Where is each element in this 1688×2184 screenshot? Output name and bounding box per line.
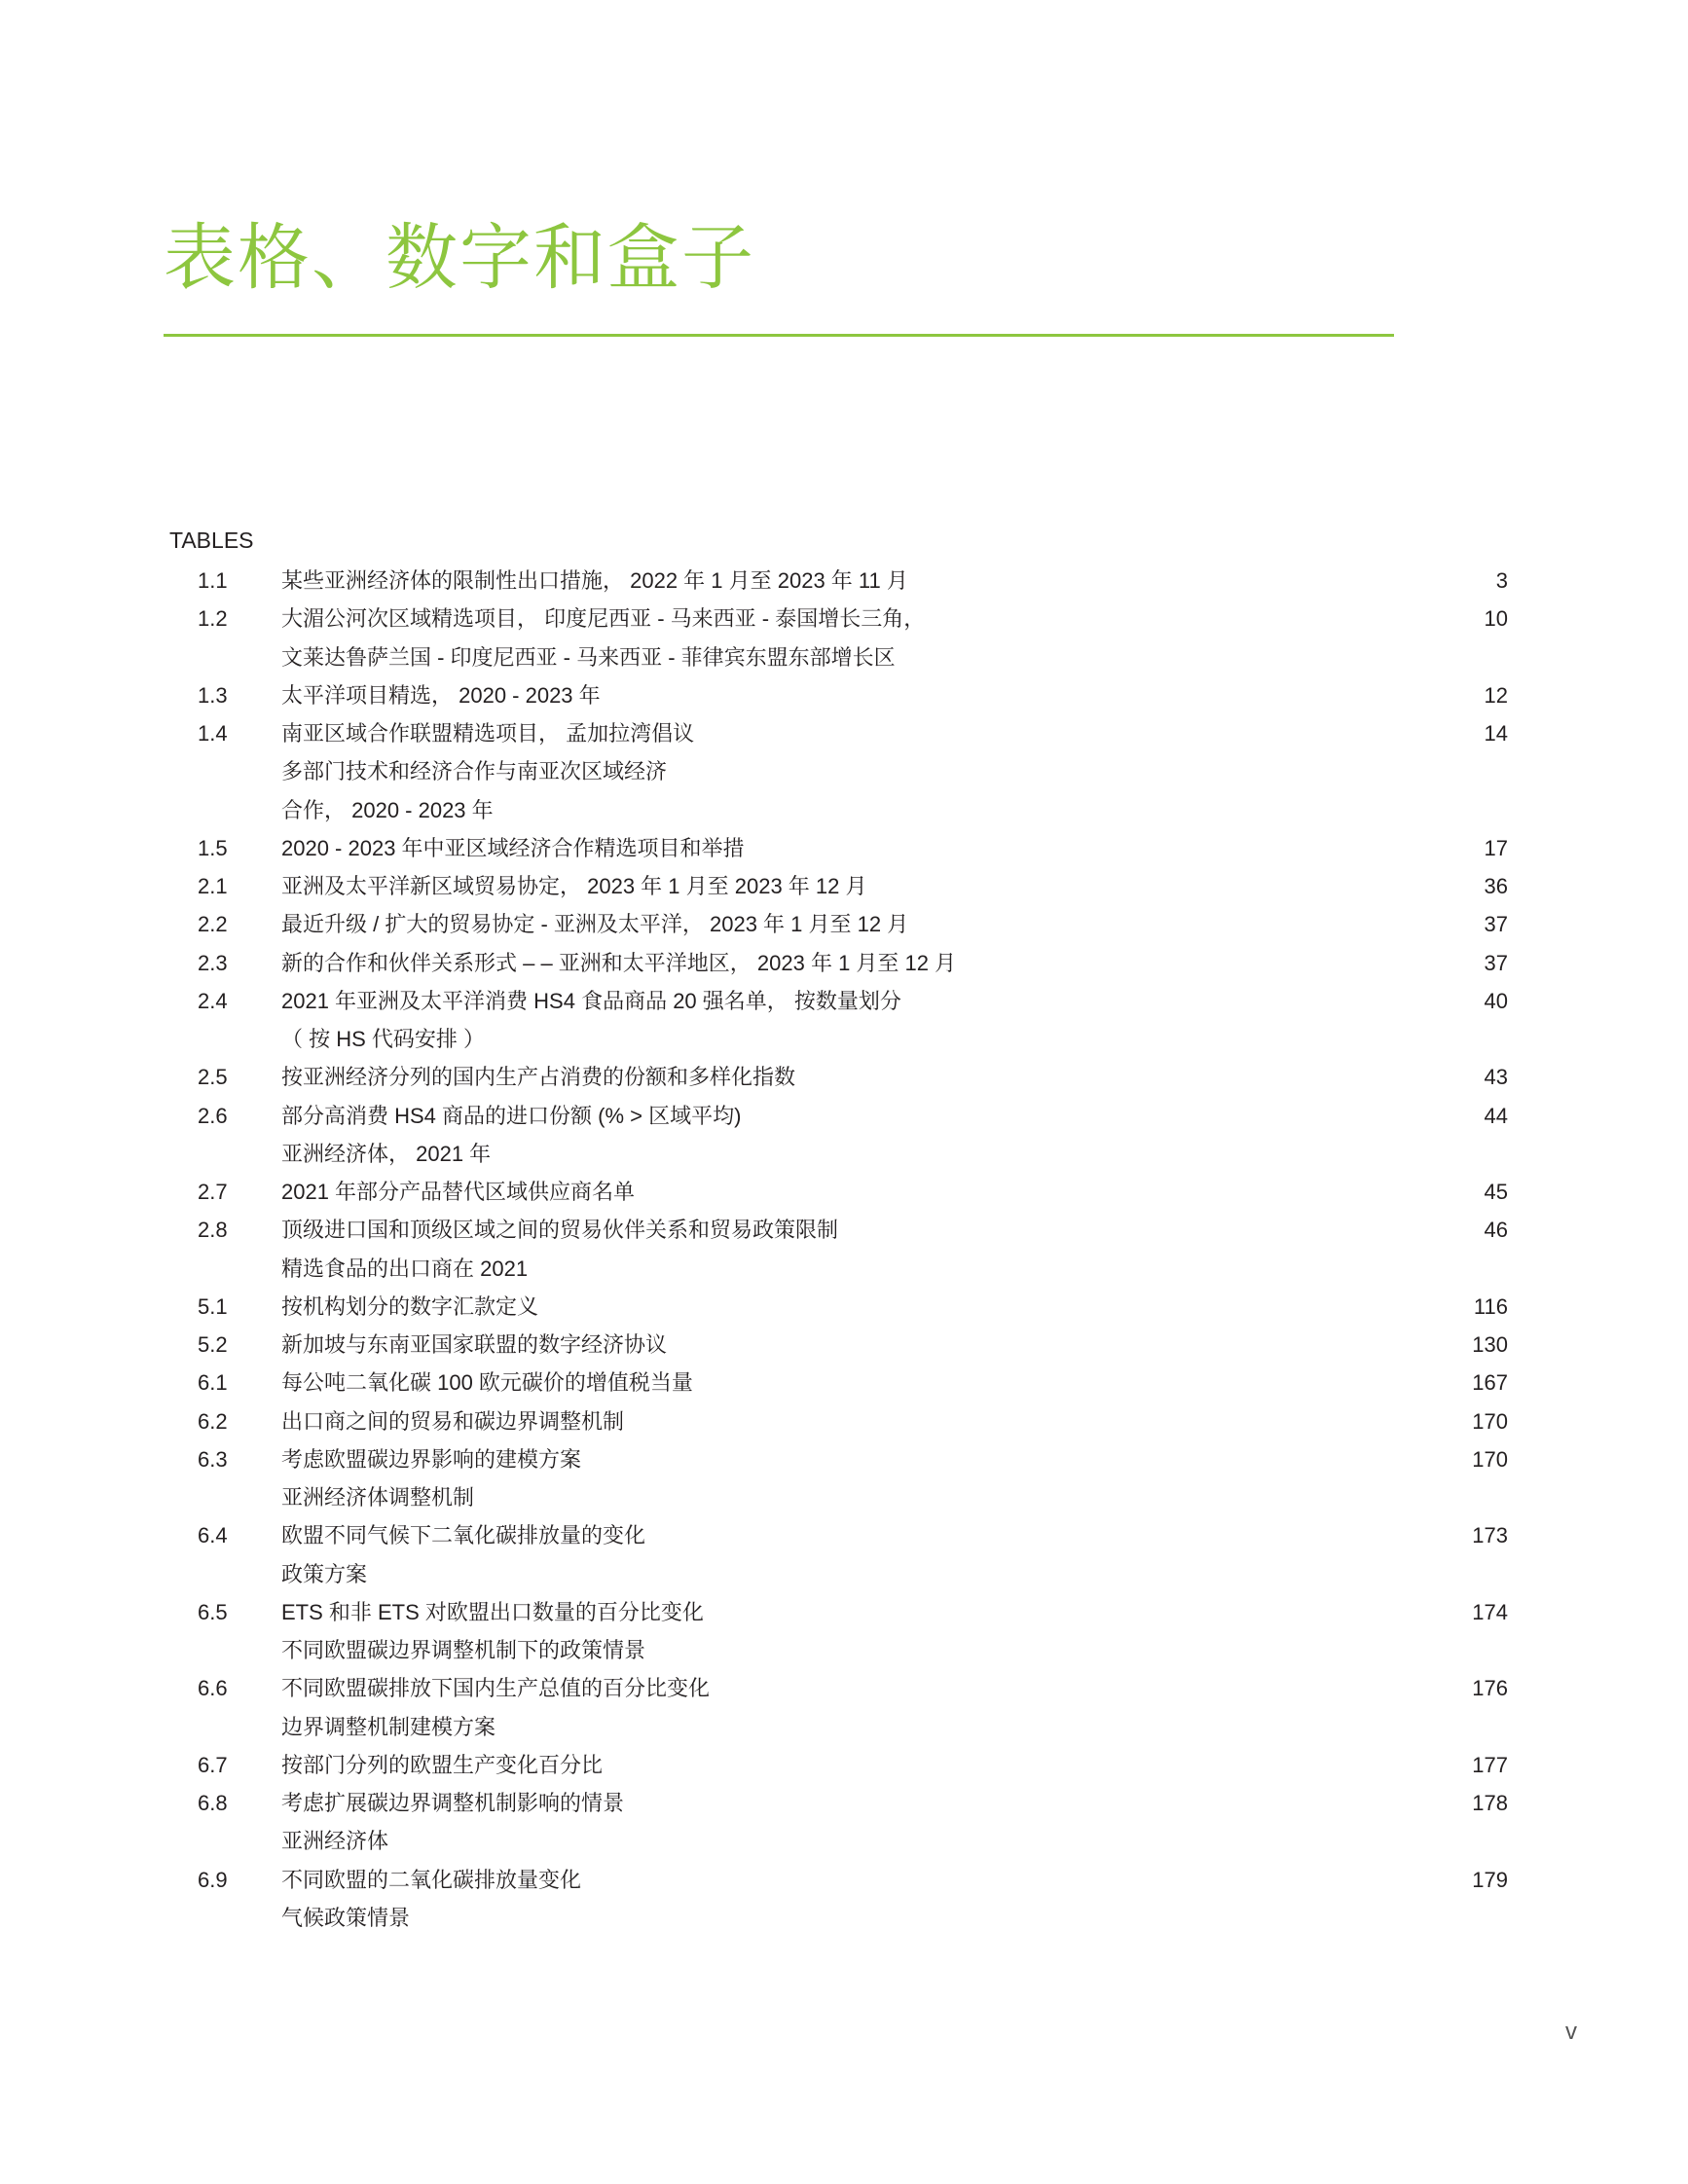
- entry-number: 6.1: [198, 1370, 228, 1396]
- entry-page-number: 14: [1484, 721, 1508, 746]
- entry-title-line: 某些亚洲经济体的限制性出口措施， 2022 年 1 月至 2023 年 11 月: [281, 568, 908, 593]
- entry-title-line: 亚洲经济体: [281, 1829, 389, 1854]
- entry-title-line: 政策方案: [281, 1561, 368, 1586]
- entry-page-number: 12: [1484, 682, 1508, 708]
- toc-entry[interactable]: [0, 1402, 1688, 1440]
- toc-entry[interactable]: [0, 1593, 1688, 1670]
- entry-number: 2.5: [198, 1065, 228, 1090]
- toc-entry[interactable]: [0, 1058, 1688, 1096]
- entry-title-line: 欧盟不同气候下二氧化碳排放量的变化: [281, 1523, 646, 1548]
- toc-entry[interactable]: [0, 982, 1688, 1059]
- page-number: v: [1565, 2019, 1577, 2045]
- toc-entry[interactable]: [0, 829, 1688, 867]
- entry-page-number: 176: [1472, 1676, 1508, 1701]
- entry-page-number: 37: [1484, 950, 1508, 975]
- toc-entry[interactable]: [0, 867, 1688, 905]
- entry-title-line: 2021 年亚洲及太平洋消费 HS4 食品商品 20 强名单， 按数量划分: [281, 988, 901, 1013]
- toc-entry[interactable]: [0, 1288, 1688, 1326]
- entry-page-number: 116: [1473, 1293, 1508, 1319]
- entry-title-line: 考虑欧盟碳边界影响的建模方案: [281, 1446, 582, 1472]
- entry-title-line: 2021 年部分产品替代区域供应商名单: [281, 1180, 636, 1204]
- entry-number: 2.1: [198, 874, 228, 898]
- entry-page-number: 17: [1484, 835, 1508, 860]
- entry-title-line: 亚洲及太平洋新区域贸易协定， 2023 年 1 月至 2023 年 12 月: [281, 874, 867, 898]
- entry-number: 6.5: [198, 1599, 228, 1624]
- entry-page-number: 44: [1484, 1103, 1508, 1128]
- toc-entry[interactable]: [0, 1364, 1688, 1401]
- entry-title-line: 顶级进口国和顶级区域之间的贸易伙伴关系和贸易政策限制: [281, 1218, 839, 1243]
- entry-number: 2.4: [198, 988, 228, 1013]
- entry-title-line: 不同欧盟碳排放下国内生产总值的百分比变化: [281, 1676, 711, 1701]
- entry-number: 1.5: [198, 835, 228, 860]
- toc-entry[interactable]: [0, 1173, 1688, 1211]
- entry-page-number: 178: [1472, 1791, 1508, 1815]
- toc-entry[interactable]: [0, 714, 1688, 829]
- entry-title-line: 文莱达鲁萨兰国 - 印度尼西亚 - 马来西亚 - 菲律宾东盟东部增长区: [281, 644, 896, 670]
- entry-number: 6.7: [198, 1752, 228, 1777]
- entry-number: 1.2: [198, 606, 228, 632]
- entry-page-number: 40: [1484, 988, 1508, 1013]
- entry-number: 2.8: [198, 1218, 228, 1243]
- toc-entry[interactable]: [0, 944, 1688, 982]
- entry-title-line: 出口商之间的贸易和碳边界调整机制: [281, 1408, 625, 1434]
- entry-number: 6.6: [198, 1676, 228, 1701]
- entry-page-number: 170: [1472, 1408, 1508, 1434]
- entry-page-number: 179: [1472, 1867, 1508, 1892]
- entry-page-number: 174: [1472, 1599, 1508, 1624]
- toc-entry[interactable]: [0, 1784, 1688, 1861]
- entry-number: 1.1: [198, 568, 228, 593]
- entry-title-line: 大湄公河次区域精选项目， 印度尼西亚 - 马来西亚 - 泰国增长三角，: [281, 606, 926, 632]
- toc-entry[interactable]: [0, 1097, 1688, 1174]
- entry-title-line: 气候政策情景: [281, 1905, 411, 1930]
- entry-title-line: 按机构划分的数字汇款定义: [281, 1293, 539, 1319]
- toc-entry[interactable]: [0, 1861, 1688, 1938]
- entry-title-line: 亚洲经济体， 2021 年: [281, 1141, 492, 1166]
- toc-entry[interactable]: [0, 600, 1688, 676]
- toc-entry[interactable]: [0, 1211, 1688, 1288]
- toc-entry[interactable]: [0, 1746, 1688, 1784]
- entry-page-number: 167: [1472, 1370, 1508, 1396]
- toc-entry[interactable]: [0, 676, 1688, 714]
- toc-entry[interactable]: [0, 562, 1688, 600]
- entry-title-line: 边界调整机制建模方案: [281, 1714, 496, 1739]
- entry-page-number: 130: [1472, 1332, 1508, 1357]
- entry-page-number: 170: [1472, 1446, 1508, 1472]
- entry-title-line: 合作， 2020 - 2023 年: [281, 797, 494, 822]
- entry-number: 1.4: [198, 721, 228, 746]
- entry-title-line: ETS 和非 ETS 对欧盟出口数量的百分比变化: [281, 1599, 704, 1624]
- entry-page-number: 37: [1484, 912, 1508, 937]
- entry-title-line: 考虑扩展碳边界调整机制影响的情景: [281, 1791, 625, 1815]
- entry-title-line: 亚洲经济体调整机制: [281, 1485, 475, 1510]
- entry-title-line: 不同欧盟碳边界调整机制下的政策情景: [281, 1638, 646, 1662]
- toc-entry[interactable]: [0, 1326, 1688, 1364]
- entry-title-line: 每公吨二氧化碳 100 欧元碳价的增值税当量: [281, 1370, 693, 1396]
- entry-page-number: 45: [1484, 1180, 1508, 1204]
- entry-title-line: 最近升级 / 扩大的贸易协定 - 亚洲及太平洋， 2023 年 1 月至 12 月: [281, 912, 909, 937]
- entry-number: 2.2: [198, 912, 228, 937]
- toc-entry[interactable]: [0, 905, 1688, 943]
- entry-number: 6.4: [198, 1523, 228, 1548]
- entry-page-number: 3: [1495, 568, 1508, 593]
- entry-title-line: 新的合作和伙伴关系形式 – – 亚洲和太平洋地区， 2023 年 1 月至 12 月: [281, 950, 957, 975]
- entry-title-line: 按亚洲经济分列的国内生产占消费的份额和多样化指数: [281, 1065, 796, 1090]
- entry-title-line: 按部门分列的欧盟生产变化百分比: [281, 1752, 604, 1777]
- entry-page-number: 36: [1484, 874, 1508, 898]
- entry-number: 2.6: [198, 1103, 228, 1128]
- entry-title-line: 多部门技术和经济合作与南亚次区域经济: [281, 759, 668, 784]
- entry-page-number: 43: [1484, 1065, 1508, 1090]
- section-heading-tables: TABLES: [169, 528, 254, 553]
- entry-title-line: 不同欧盟的二氧化碳排放量变化: [281, 1867, 582, 1892]
- entry-number: 6.8: [198, 1791, 228, 1815]
- entry-number: 6.2: [198, 1408, 228, 1434]
- toc-entry[interactable]: [0, 1440, 1688, 1517]
- entry-title-line: 部分高消费 HS4 商品的进口份额 (% > 区域平均): [281, 1103, 742, 1128]
- entry-number: 2.7: [198, 1180, 228, 1204]
- toc-entry[interactable]: [0, 1669, 1688, 1746]
- entry-page-number: 173: [1472, 1523, 1508, 1548]
- entry-title-line: 新加坡与东南亚国家联盟的数字经济协议: [281, 1332, 668, 1357]
- entry-title-line: （ 按 HS 代码安排 ）: [281, 1027, 486, 1051]
- entry-number: 1.3: [198, 682, 228, 708]
- toc-entry[interactable]: [0, 1516, 1688, 1593]
- entry-title-line: 南亚区域合作联盟精选项目， 孟加拉湾倡议: [281, 721, 695, 746]
- tables-list: [0, 562, 1688, 1937]
- entry-number: 6.9: [198, 1867, 228, 1892]
- entry-number: 5.2: [198, 1332, 228, 1357]
- page-title: 表格、数字和盒子: [164, 216, 755, 300]
- entry-title-line: 2020 - 2023 年中亚区域经济合作精选项目和举措: [281, 835, 745, 860]
- entry-page-number: 177: [1472, 1752, 1508, 1777]
- entry-title-line: 太平洋项目精选， 2020 - 2023 年: [281, 682, 601, 708]
- entry-number: 2.3: [198, 950, 228, 975]
- entry-number: 5.1: [198, 1293, 228, 1319]
- entry-page-number: 10: [1484, 606, 1508, 632]
- title-divider: [164, 334, 1394, 337]
- entry-number: 6.3: [198, 1446, 228, 1472]
- entry-title-line: 精选食品的出口商在 2021: [281, 1256, 529, 1281]
- entry-page-number: 46: [1484, 1218, 1508, 1243]
